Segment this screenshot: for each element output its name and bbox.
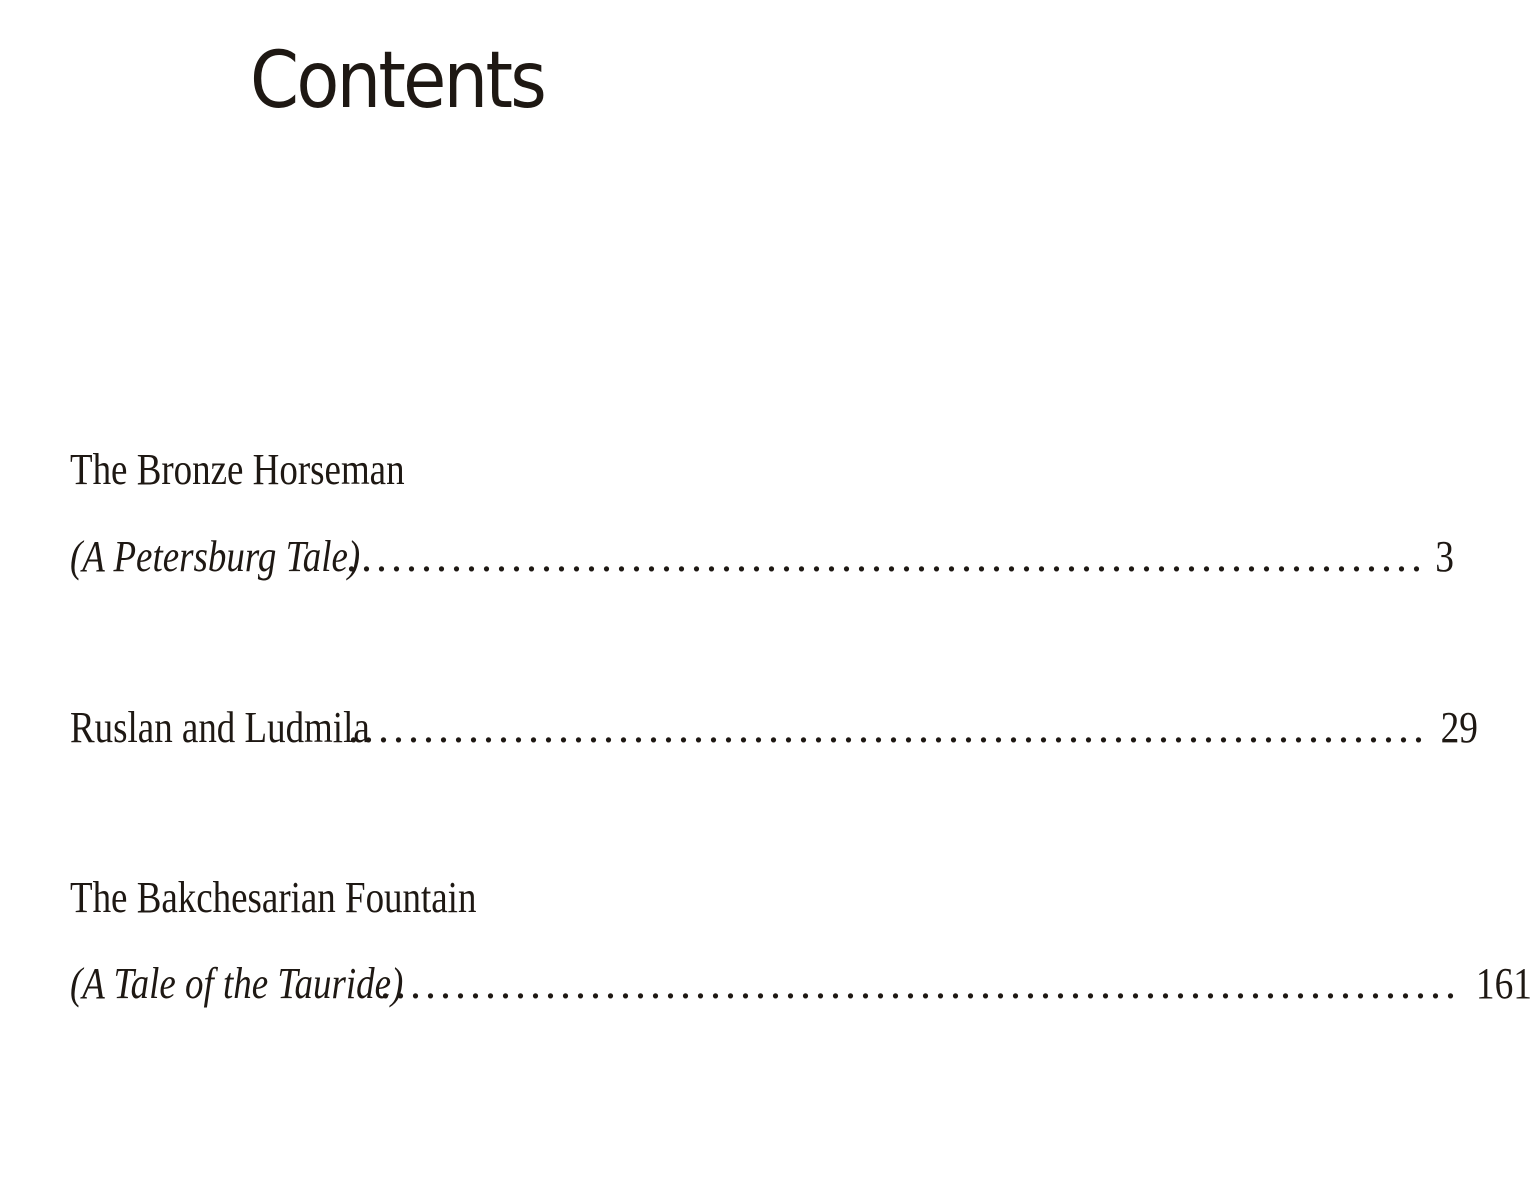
toc-entry-subtitle-line[interactable] [70,959,1532,1012]
toc-page-number: 3 [1435,532,1454,581]
leader-dots: ........................................................................ [346,532,1426,581]
toc-entry-title: Ruslan and Ludmila [70,703,370,752]
toc-entry-title-line[interactable] [70,703,1478,756]
toc-entry-title-line[interactable] [70,873,710,926]
toc-entry-title: The Bakchesarian Fountain [70,873,477,922]
toc-page-number: 29 [1440,703,1478,752]
toc-entry-subtitle-line[interactable] [70,532,1454,585]
leader-dots: ........................................................................ [380,959,1460,1008]
toc-page-number: 161 [1475,959,1532,1008]
toc-entry-subtitle: (A Petersburg Tale) [70,532,361,581]
toc-entry-title-line[interactable] [70,445,710,498]
page-title: Contents [250,36,545,126]
toc-entry-subtitle: (A Tale of the Tauride) [70,959,404,1008]
toc-entry-title: The Bronze Horseman [70,445,405,494]
leader-dots: ........................................................................ [348,703,1428,752]
